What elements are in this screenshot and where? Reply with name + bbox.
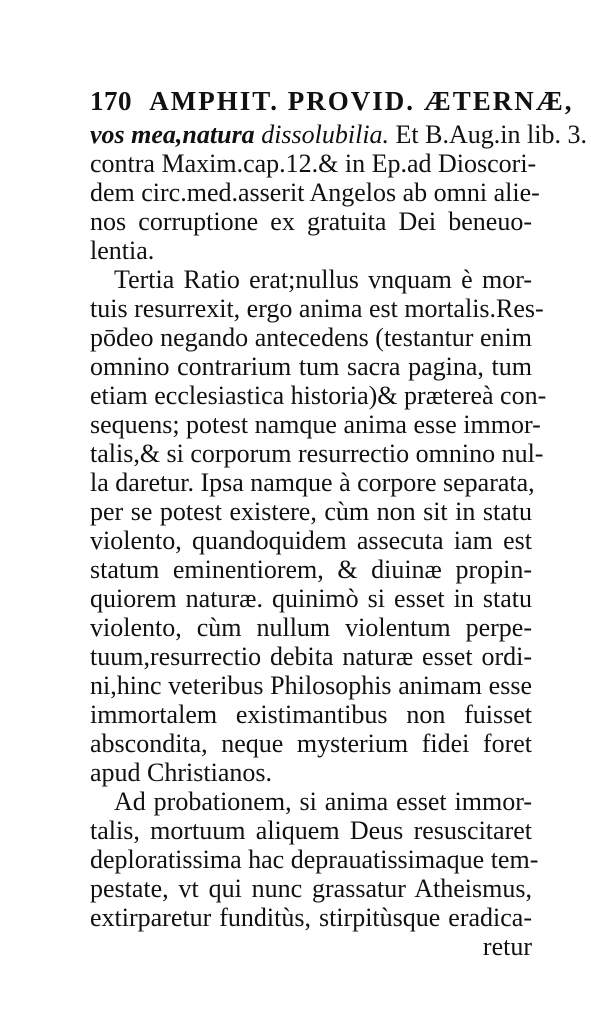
catchword: retur bbox=[482, 932, 532, 961]
running-title: AMPHIT. PROVID. ÆTERNÆ, bbox=[149, 86, 574, 116]
text-line: la daretur. Ipsa namque à corpore separata, bbox=[90, 468, 535, 497]
text-span: Et B.Aug.in lib. 3. bbox=[389, 120, 587, 149]
text-block bbox=[90, 120, 587, 961]
text-line: Tertia Ratio erat;nullus vnquam è mor- bbox=[114, 265, 532, 294]
text-line: immortalem existimantibus non fuisset bbox=[90, 700, 532, 729]
text-line: ni,hinc veteribus Philosophis animam esse bbox=[90, 671, 532, 700]
text-line: sequens; potest namque anima esse immor- bbox=[90, 410, 541, 439]
text-line: talis,& si corporum resurrectio omnino nul- bbox=[90, 439, 544, 468]
text-line: pōdeo negando antecedens (testantur enim bbox=[90, 323, 532, 352]
text-line: lentia. bbox=[90, 236, 155, 265]
text-line: violento, quandoquidem assecuta iam est bbox=[90, 526, 532, 555]
italic-phrase: vos mea,natura bbox=[90, 120, 255, 149]
italic-phrase: dissolubilia. bbox=[254, 120, 390, 149]
text-line: quiorem naturæ. quinimò si esset in statu bbox=[90, 584, 532, 613]
text-line: extirparetur funditùs, stirpitùsque eradica- bbox=[90, 903, 532, 932]
text-line bbox=[90, 120, 587, 149]
text-line: omnino contrarium tum sacra pagina, tum bbox=[90, 352, 532, 381]
text-line: dem circ.med.asserit Angelos ab omni alie- bbox=[90, 178, 540, 207]
text-line: tuum,resurrectio debita naturæ esset ordi- bbox=[90, 642, 532, 671]
text-line: violento, cùm nullum violentum perpe- bbox=[90, 613, 532, 642]
page-number: 170 bbox=[90, 86, 132, 116]
text-line: statum eminentiorem, & diuinæ propin- bbox=[90, 555, 532, 584]
text-line: tuis resurrexit, ergo anima est mortalis.Res- bbox=[90, 294, 544, 323]
text-line: Ad probationem, si anima esset immor- bbox=[114, 787, 532, 816]
text-line: abscondita, neque mysterium fidei foret bbox=[90, 729, 532, 758]
text-line: contra Maxim.cap.12.& in Ep.ad Dioscori- bbox=[90, 149, 537, 178]
text-line: deploratissima hac deprauatissimaque tem- bbox=[90, 845, 539, 874]
text-line: pestate, vt qui nunc grassatur Atheismus, bbox=[90, 874, 532, 903]
running-head bbox=[90, 86, 574, 116]
text-line: apud Christianos. bbox=[90, 758, 272, 787]
text-line: etiam ecclesiastica historia)& prætereà con- bbox=[90, 381, 547, 410]
text-line: talis, mortuum aliquem Deus resuscitaret bbox=[90, 816, 532, 845]
text-line: nos corruptione ex gratuita Dei beneuo- bbox=[90, 207, 532, 236]
text-line: per se potest existere, cùm non sit in statu bbox=[90, 497, 532, 526]
